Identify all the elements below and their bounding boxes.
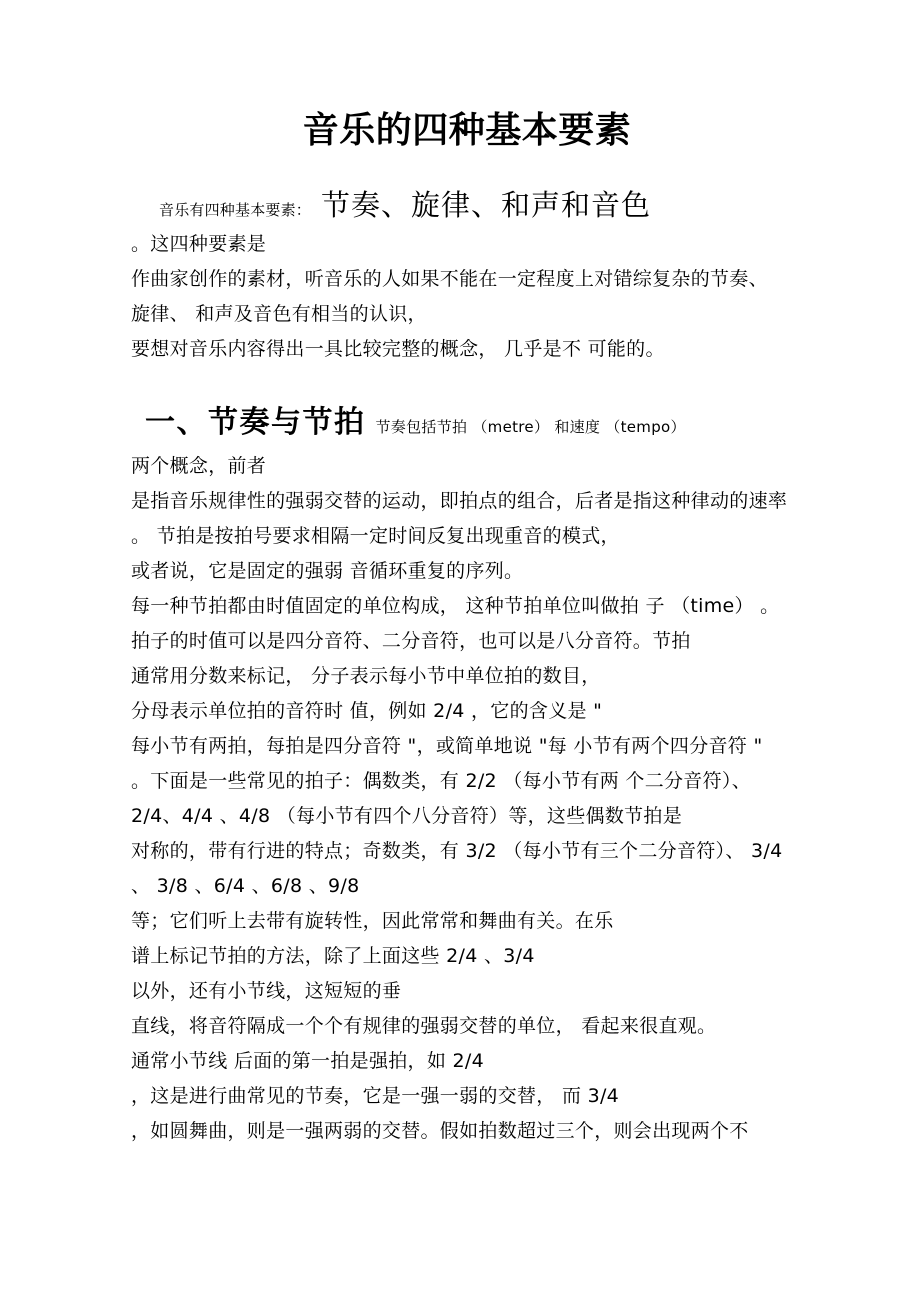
- section-one-line: 谱上标记节拍的方法，除了上面这些 2/4 、3/4: [131, 945, 535, 967]
- section-one-line: 等；它们听上去带有旋转性，因此常常和舞曲有关。在乐: [131, 910, 614, 932]
- intro-line: 作曲家创作的素材，听音乐的人如果不能在一定程度上对错综复杂的节奏、: [131, 268, 768, 290]
- section-one-line: 对称的，带有行进的特点；奇数类，有 3/2 （每小节有三个二分音符）、 3/4: [131, 840, 783, 862]
- section-one-heading-line: [131, 403, 803, 447]
- section-one-line: 。下面是一些常见的拍子：偶数类，有 2/2 （每小节有两 个二分音符）、: [131, 770, 751, 792]
- section-one-line: ，如圆舞曲，则是一强两弱的交替。假如拍数超过三个，则会出现两个不: [131, 1120, 749, 1142]
- page-title: 音乐的四种基本要素: [302, 110, 632, 151]
- section-one-heading: 一、节奏与节拍: [145, 405, 366, 440]
- section-one-line: 2/4、4/4 、4/8 （每小节有四个八分音符）等，这些偶数节拍是: [131, 805, 683, 827]
- section-one-line: 分母表示单位拍的音符时 值，例如 2/4 ，它的含义是 ": [131, 700, 603, 722]
- section-one-line: 通常用分数来标记， 分子表示每小节中单位拍的数目，: [131, 665, 601, 687]
- section-one-line: 两个概念，前者: [131, 455, 267, 477]
- section-one-line: 每小节有两拍，每拍是四分音符 "，或简单地说 "每 小节有两个四分音符 ": [131, 735, 763, 757]
- document-body: [131, 0, 803, 1149]
- section-one-line: 是指音乐规律性的强弱交替的运动，即拍点的组合，后者是指这种律动的速率: [131, 490, 788, 512]
- intro-lead-emphasis: 节奏、旋律、和声和音色: [321, 188, 652, 222]
- section-one-line: 、 3/8 、6/4 、6/8 、9/8: [131, 875, 360, 897]
- section-one-line: 直线，将音符隔成一个个有规律的强弱交替的单位， 看起来很直观。: [131, 1015, 717, 1037]
- section-one-line: 通常小节线 后面的第一拍是强拍，如 2/4: [131, 1050, 484, 1072]
- section-one-line: 拍子的时值可以是四分音符、二分音符，也可以是八分音符。节拍: [131, 630, 691, 652]
- section-one-line: 以外，还有小节线，这短短的垂: [131, 980, 402, 1002]
- section-one-line: ，这是进行曲常见的节奏，它是一强一弱的交替， 而 3/4: [131, 1085, 620, 1107]
- intro-line: 。这四种要素是: [131, 233, 267, 255]
- section-one-heading-tail: 节奏包括节拍 （metre） 和速度 （tempo）: [375, 418, 686, 436]
- intro-line: 旋律、 和声及音色有相当的认识，: [131, 303, 427, 325]
- intro-lead-small: 音乐有四种基本要素：: [159, 201, 312, 219]
- section-one-line: 或者说，它是固定的强弱 音循环重复的序列。: [131, 560, 524, 582]
- section-one-line: 每一种节拍都由时值固定的单位构成， 这种节拍单位叫做拍 子 （time） 。: [131, 595, 780, 617]
- section-one-line: 。 节拍是按拍号要求相隔一定时间反复出现重音的模式，: [131, 525, 620, 547]
- intro-lead-line: [131, 188, 803, 227]
- intro-line: 要想对音乐内容得出一具比较完整的概念， 几乎是不 可能的。: [131, 338, 665, 360]
